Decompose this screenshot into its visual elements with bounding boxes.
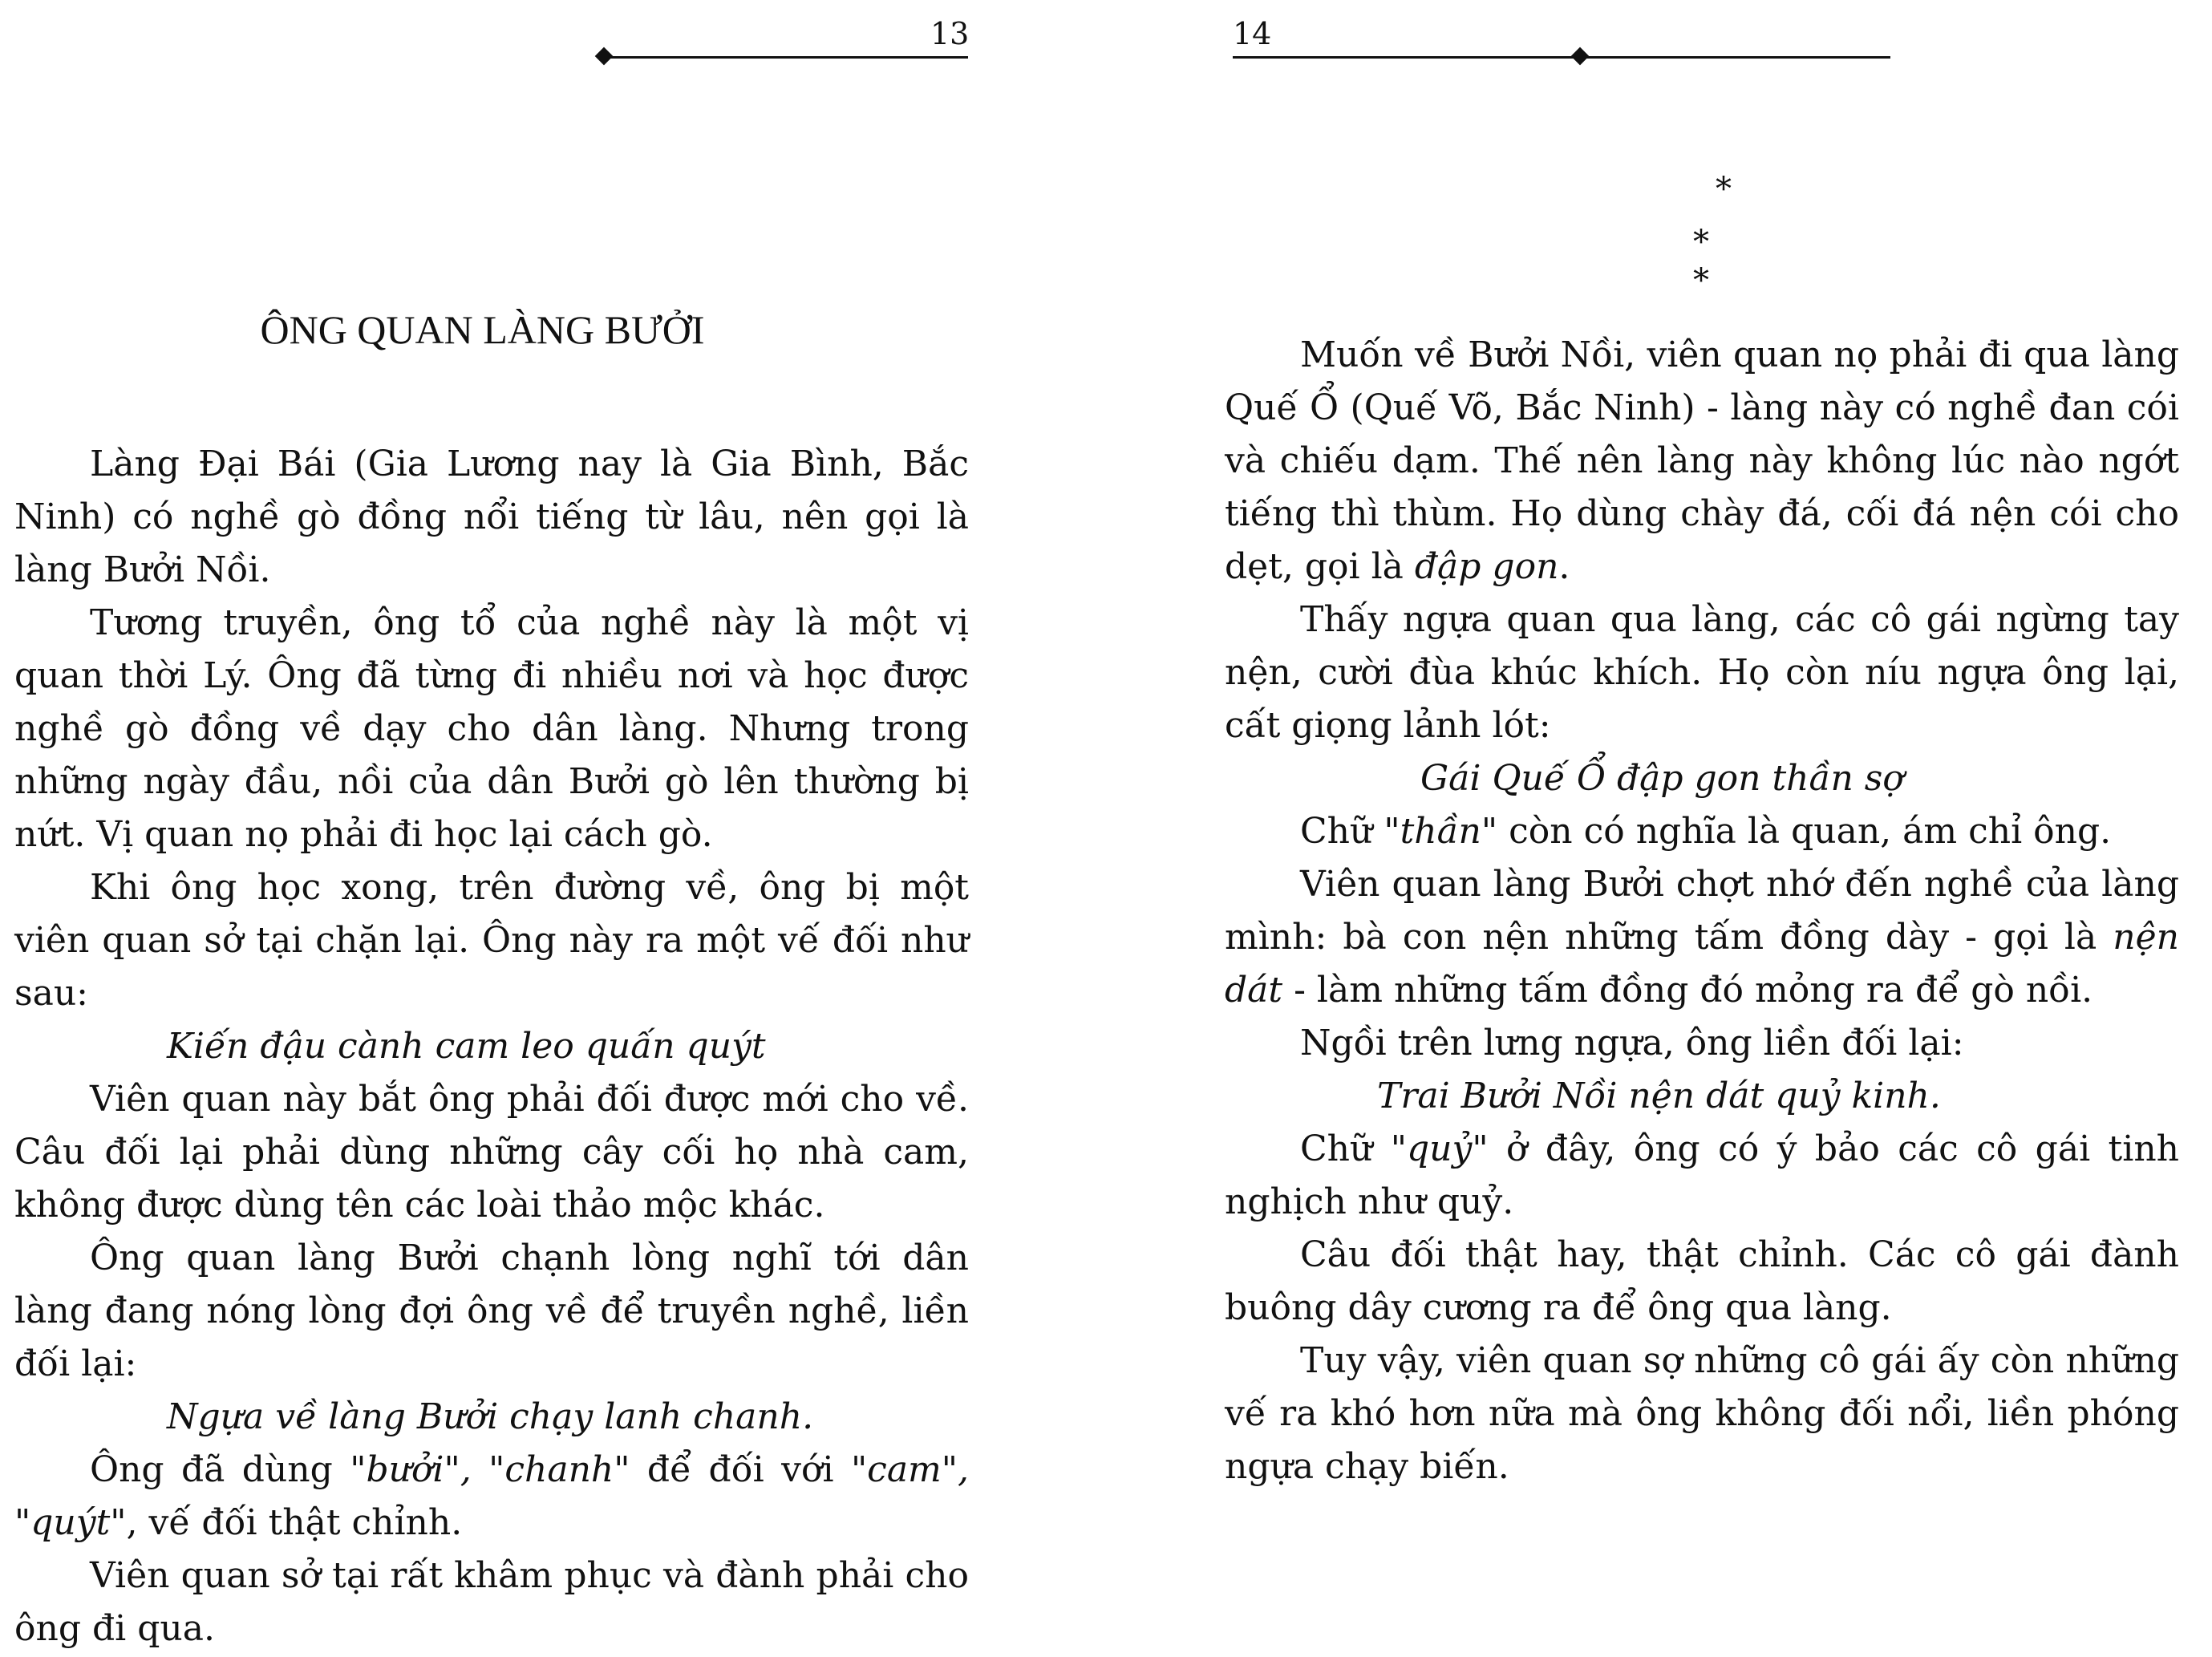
paragraph [14, 1444, 969, 1550]
paragraph: Ngồi trên lưng ngựa, ông liền đối lại: [1300, 1023, 1964, 1063]
text-run: Ông đã dùng [90, 1449, 350, 1490]
italic-run: "thần" [1384, 811, 1498, 852]
paragraph [1225, 329, 2179, 594]
text-run: Muốn về Bưởi Nồi, viên quan nọ phải đi qua làng Quế Ổ (Quế Võ, Bắc Ninh) - làng này có nghề đan cói và chiếu dạm. Thế nên làng này không lúc nào ngớt tiếng thì thùm. Họ dùng chày đá, cối đá nện cói cho dẹt, gọi là [1225, 334, 2179, 587]
page-number: 14 [1233, 16, 1272, 51]
paragraph: Ông quan làng Bưởi chạnh lòng nghĩ tới dân làng đang nóng lòng đợi ông về để truyền nghề, liền đối lại: [14, 1238, 969, 1384]
italic-run: "bưởi", "chanh" [350, 1449, 630, 1490]
text-run: . [1558, 546, 1570, 587]
verse-line: Trai Bưởi Nồi nện dát quỷ kinh. [1377, 1076, 1941, 1116]
paragraph: Câu đối thật hay, thật chỉnh. Các cô gái đành buông dây cương ra để ông qua làng. [1225, 1234, 2179, 1328]
header-rule [603, 56, 968, 59]
text-run: còn có nghĩa là quan, ám chỉ ông. [1497, 811, 2112, 852]
page-number: 13 [930, 16, 970, 51]
chapter-title: ÔNG QUAN LÀNG BƯỞI [260, 306, 705, 352]
text-run: , vế đối thật chỉnh. [126, 1502, 463, 1543]
paragraph: Tương truyền, ông tổ của nghề này là một vị quan thời Lý. Ông đã từng đi nhiều nơi và học được nghề gò đồng về dạy cho dân làng. Nhưng trong những ngày đầu, nồi của dân Bưởi gò lên thường bị nứt. Vị quan nọ phải đi học lại cách gò. [14, 602, 969, 855]
paragraph [1225, 1123, 2179, 1229]
verse-line: Gái Quế Ổ đập gon thần sợ [1420, 758, 1904, 799]
text-run: ở đây, ông có ý bảo các cô gái tinh nghịch như quỷ. [1225, 1128, 2179, 1222]
text-run: Viên quan làng Bưởi chợt nhớ đến nghề của làng mình: bà con nện những tấm đồng dày - gọi là [1225, 864, 2179, 958]
paragraph: Thấy ngựa quan qua làng, các cô gái ngừng tay nện, cười đùa khúc khích. Họ còn níu ngựa ông lại, cất giọng lảnh lót: [1225, 599, 2179, 746]
paragraph: Tuy vậy, viên quan sợ những cô gái ấy còn những vế ra khó hơn nữa mà ông không đối nổi, liền phóng ngựa chạy biến. [1225, 1340, 2179, 1487]
paragraph: Khi ông học xong, trên đường về, ông bị một viên quan sở tại chặn lại. Ông này ra một vế đối như sau: [14, 867, 969, 1014]
header-rule [1233, 56, 1890, 59]
paragraph: Viên quan sở tại rất khâm phục và đành phải cho ông đi qua. [14, 1555, 969, 1649]
right-page [1106, 0, 2212, 1657]
italic-run: "cam", "quýt" [14, 1449, 969, 1543]
section-ornament: * [1716, 171, 1732, 208]
italic-run: đập gon [1414, 546, 1559, 587]
text-run: Chữ [1300, 811, 1384, 852]
paragraph: Làng Đại Bái (Gia Lương nay là Gia Bình, Bắc Ninh) có nghề gò đồng nổi tiếng từ lâu, nên gọi là làng Bưởi Nồi. [14, 444, 969, 590]
text-run: để đối với [630, 1449, 851, 1490]
text-run: Chữ [1300, 1128, 1391, 1169]
section-ornament: * * [1693, 224, 1757, 299]
italic-run: nện dát [1225, 917, 2179, 1011]
paragraph [1225, 858, 2179, 1017]
paragraph [1225, 805, 2179, 858]
body-text [1225, 329, 2179, 1493]
paragraph: Viên quan này bắt ông phải đối được mới cho về. Câu đối lại phải dùng những cây cối họ nhà cam, không được dùng tên các loài thảo mộc khác. [14, 1079, 969, 1226]
text-run: - làm những tấm đồng đó mỏng ra để gò nồi. [1282, 970, 2093, 1011]
body-text [14, 438, 969, 1655]
verse-line: Ngựa về làng Bưởi chạy lanh chanh. [167, 1396, 814, 1437]
verse-line: Kiến đậu cành cam leo quấn quýt [167, 1026, 766, 1067]
italic-run: "quỷ" [1390, 1128, 1489, 1169]
header-rule-diamond [1571, 47, 1590, 66]
